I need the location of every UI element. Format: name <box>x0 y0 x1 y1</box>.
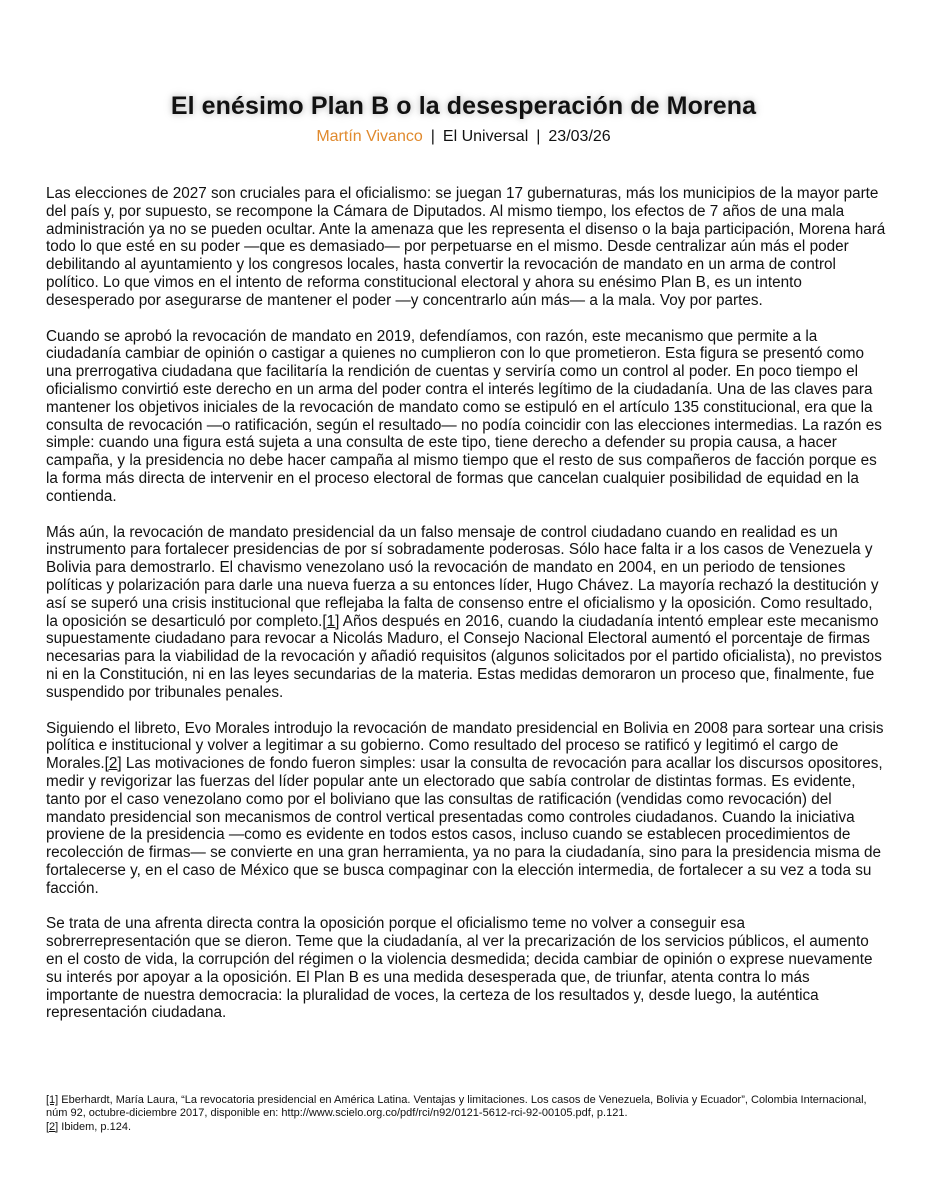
author-name: Martín Vivanco <box>316 128 423 145</box>
footnote-2-ref[interactable]: [2] <box>46 1120 59 1133</box>
publication-name: El Universal <box>442 128 529 145</box>
footnote-1-text: Eberhardt, María Laura, “La revocatoria presidencial en América Latina. Ventajas y limitaciones. Los casos de Venezuela, Bolivia y Ecuador”, Colombia Internacional, núm 92, octubre-diciembre 2017, disponible en: http://www.scielo.org.co/pdf/rci/n92/0121-5612-rci-92-00105.pdf, p.121. <box>46 1094 867 1120</box>
paragraph-4-text-b: Las motivaciones de fondo fueron simples: usar la consulta de revocación para acallar los discursos opositores, medir y revigorizar las fuerzas del líder popular ante un electorado que sabía controlar de distintas formas. Es evidente, tanto por el caso venezolano como por el boliviano que las consultas de ratificación (vendidas como revocación) del mandato presidencial son mecanismos de control vertical presentadas como controles ciudadanos. Cuando la iniciativa proviene de la presidencia —como es evidente en todos estos casos, incluso cuando se establecen procedimientos de recolección de firmas— se convierte en una gran herramienta, ya no para la ciudadanía, sino para la presidencia misma de fortalecerse y, en el caso de México que se busca compaginar con la elección intermedia, de fortalecer a su vez a toda su facción. <box>46 755 883 897</box>
article-body <box>46 185 886 1040</box>
paragraph-3-text-b: Años después en 2016, cuando la ciudadanía intentó emplear este mecanismo supuestamente ciudadano para revocar a Nicolás Maduro, el Consejo Nacional Electoral aumentó el porcentaje de firmas necesarias para la viabilidad de la revocación y añadió requisitos (algunos solicitados por el partido oficialista), no previstos ni en la Constitución, ni en las leyes secundarias de la materia. Estas medidas demoraron un proceso que, finalmente, fue suspendido por tribunales penales. <box>46 612 882 701</box>
footnote-ref-1[interactable]: [1] <box>322 612 340 630</box>
footnote-1-ref[interactable]: [1] <box>46 1094 59 1106</box>
footnote-2 <box>46 1121 886 1134</box>
footnotes <box>46 1094 886 1134</box>
byline-separator: | <box>430 128 435 145</box>
paragraph-2: Cuando se aprobó la revocación de mandato en 2019, defendíamos, con razón, este mecanismo que permite a la ciudadanía cambiar de opinión o castigar a quienes no cumplieron con lo que prometieron. Esta figura se presentó como una prerrogativa ciudadana que facilitaría la rendición de cuentas y serviría como un control al poder. En poco tiempo el oficialismo convirtió este derecho en un arma del poder contra el interés legítimo de la ciudadanía. Una de las claves para mantener los objetivos iniciales de la revocación de mandato como se estipuló en el artículo 135 constitucional, era que la consulta de revocación —o ratificación, según el resultado— no podía coincidir con las elecciones intermedias. La razón es simple: cuando una figura está sujeta a una consulta de este tipo, tiene derecho a defender su propia causa, a hacer campaña, y la presidencia no debe hacer campaña al mismo tiempo que el resto de sus compañeros de facción porque es la forma más directa de intervenir en el proceso electoral de formas que cancelan cualquier posibilidad de equidad en la contienda. <box>46 327 882 505</box>
footnote-ref-2[interactable]: [2] <box>104 755 122 773</box>
paragraph-1: Las elecciones de 2027 son cruciales para el oficialismo: se juegan 17 gubernaturas, más los municipios de la mayor parte del país y, por supuesto, se recompone la Cámara de Diputados. Al mismo tiempo, los efectos de 7 años de una mala administración ya no se pueden ocultar. Ante la amenaza que les representa el disenso o la baja participación, Morena hará todo lo que esté en su poder —que es demasiado— por perpetuarse en el mismo. Desde centralizar aún más el poder debilitando al ayuntamiento y los congresos locales, hasta convertir la revocación de mandato en un arma de control político. Lo que vimos en el intento de reforma constitucional electoral y ahora su enésimo Plan B, es un intento desesperado por asegurarse de mantener el poder —y concentrarlo aún más— a la mala. Voy por partes. <box>46 185 886 309</box>
byline-separator: | <box>536 128 541 145</box>
footnote-1 <box>46 1094 886 1121</box>
publication-date: 23/03/26 <box>548 128 611 145</box>
footnote-2-text: Ibidem, p.124. <box>58 1120 132 1133</box>
article-title: El enésimo Plan B o la desesperación de Morena <box>170 92 757 120</box>
paragraph-4 <box>46 720 886 898</box>
paragraph-3 <box>46 524 886 702</box>
paragraph-4-text-a: Siguiendo el libreto, Evo Morales introdujo la revocación de mandato presidencial en Bolivia en 2008 para sortear una crisis política e institucional y volver a legitimar a su gobierno. Como resultado del proceso se ratificó y legitimó el cargo de Morales. <box>46 719 884 773</box>
paragraph-5: Se trata de una afrenta directa contra la oposición porque el oficialismo teme no volver a conseguir esa sobrerrepresentación que se dieron. Teme que la ciudadanía, al ver la precarización de los servicios públicos, el aumento en el costo de vida, la corrupción del régimen o la violencia desmedida; decida cambiar de opinión o exprese nuevamente su interés por apoyar a la oposición. El Plan B es una medida desesperada que, de triunfar, atenta contra lo más importante de nuestra democracia: la pluralidad de voces, la certeza de los resultados y, desde luego, la auténtica representación ciudadana. <box>46 915 873 1022</box>
byline <box>0 128 927 146</box>
paragraph-3-text-a: Más aún, la revocación de mandato presidencial da un falso mensaje de control ciudadano cuando en realidad es un instrumento para fortalecer presidencias de por sí sobradamente poderosas. Sólo hace falta ir a los casos de Venezuela y Bolivia para demostrarlo. El chavismo venezolano usó la revocación de mandato en 2004, en un periodo de tensiones políticas y polarización para darle una nueva fuerza a su entonces líder, Hugo Chávez. La mayoría rechazó la destitución y así se superó una crisis institucional que reflejaba la falta de consenso entre el oficialismo y la oposición. Como resultado, la oposición se desarticuló por completo. <box>46 523 879 630</box>
